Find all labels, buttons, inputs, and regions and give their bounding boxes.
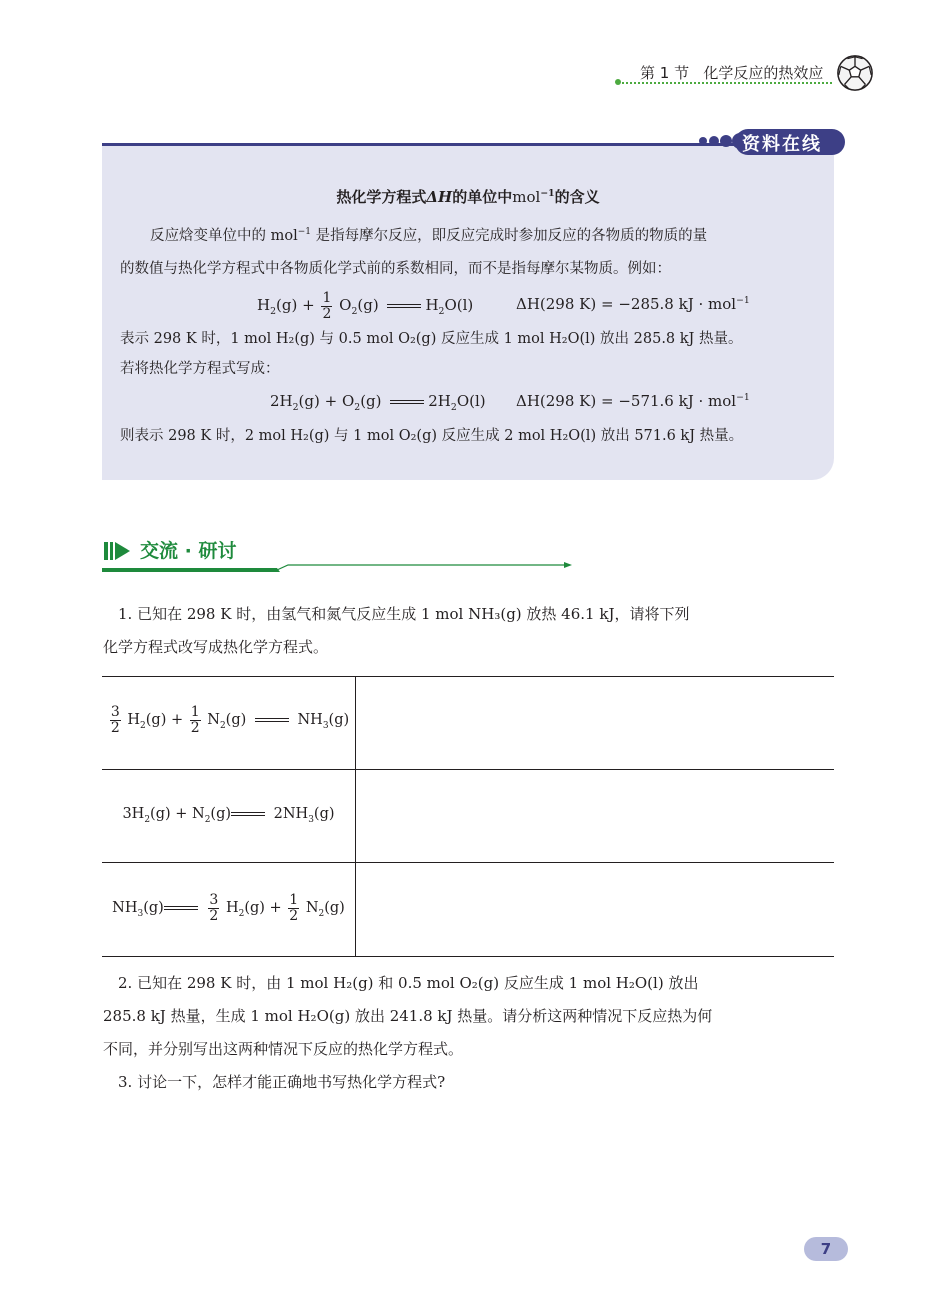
header-dotted-rule — [618, 82, 832, 84]
info-para1-line2: 的数值与热化学方程式中各物质化学式前的系数相同，而不是指每摩尔某物质。例如： — [120, 261, 671, 277]
table-row-3-answer[interactable] — [360, 876, 830, 936]
page-number: 7 — [804, 1237, 848, 1261]
equation-1-dh: ΔH(298 K) = −285.8 kJ · mol$^{-1}$ — [516, 295, 750, 313]
info-box-title — [102, 186, 834, 207]
eq1-dh: ΔH(298 K) = −285.8 kJ · mol — [516, 295, 737, 313]
question-1-line1: 1. 已知在 298 K 时，由氢气和氮气反应生成 1 mol NH₃(g) 放热 46.1 kJ，请将下列 — [118, 605, 690, 623]
table-row-1-answer[interactable] — [360, 690, 830, 750]
question-3-line1: 3. 讨论一下，怎样才能正确地书写热化学方程式? — [118, 1073, 446, 1091]
table-row-2-answer[interactable] — [360, 783, 830, 843]
table-row-3-equation: $NH_3(g)$ $\frac{3}{2}$ $H_2(g)$ + $\frac{1}{2}$ $N_2(g)$ — [112, 892, 345, 924]
fullerene-icon — [836, 54, 874, 92]
info-eq2-desc: 则表示 298 K 时，2 mol H₂(g) 与 1 mol O₂(g) 反应生成 2 mol H₂O(l) 放出 571.6 kJ 热量。 — [120, 428, 744, 444]
question-1-line2: 化学方程式改写成热化学方程式。 — [103, 638, 329, 656]
question-2-line3: 不同，并分别写出这两种情况下反应的热化学方程式。 — [103, 1040, 464, 1058]
table-rule-top — [102, 676, 834, 677]
title-unit: mol — [512, 188, 541, 206]
info-para1-line1 — [150, 220, 707, 253]
section-underline — [102, 562, 574, 574]
para1-b: 是指每摩尔反应，即反应完成时参加反应的各物质的物质的量 — [310, 228, 708, 244]
title-var: ΔH — [426, 188, 453, 206]
question-2-line1: 2. 已知在 298 K 时，由 1 mol H₂(g) 和 0.5 mol O₂(g) 反应生成 1 mol H₂O(l) 放出 — [118, 974, 699, 992]
equation-2: $2H_2(g) + O_2(g)$ $2H_2O(l)$ — [270, 392, 486, 413]
running-header — [640, 62, 823, 83]
header-dot — [615, 79, 621, 85]
table-row-1-equation: $\frac{3}{2}$ $H_2(g)$ + $\frac{1}{2}$ $N_2(g)$ $NH_3(g)$ — [110, 704, 350, 736]
question-2-line2: 285.8 kJ 热量，生成 1 mol H₂O(g) 放出 241.8 kJ 热量。请分析这两种情况下反应热为何 — [103, 1007, 713, 1025]
header-title: 化学反应的热效应 — [703, 64, 824, 82]
title-suffix: 的含义 — [554, 188, 600, 206]
table-divider — [355, 676, 356, 956]
info-tag-label: 资料在线 — [742, 134, 822, 155]
title-prefix: 热化学方程式 — [336, 188, 427, 206]
table-row-2-equation: $3H_2(g) + N_2(g)$ $2NH_3(g)$ — [122, 806, 335, 825]
section-title: 交流 · 研讨 — [140, 540, 237, 562]
eq2-dh: ΔH(298 K) = −571.6 kJ · mol — [516, 392, 737, 410]
play-arrow-icon — [102, 540, 132, 562]
para1-exp: −1 — [297, 227, 311, 238]
equation-1: $H_2(g)$ + $\frac{1}{2}$ $O_2(g)$ $H_2O(l)$ — [257, 290, 474, 322]
table-rule-bottom — [102, 956, 834, 957]
title-mid: 的单位中 — [452, 188, 513, 206]
para1-a: 反应焓变单位中的 mol — [150, 228, 298, 244]
table-rule-2 — [102, 862, 834, 863]
info-eq1-desc: 表示 298 K 时，1 mol H₂(g) 与 0.5 mol O₂(g) 反应生成 1 mol H₂O(l) 放出 285.8 kJ 热量。 — [120, 331, 743, 347]
equation-2-dh: ΔH(298 K) = −571.6 kJ · mol$^{-1}$ — [516, 392, 750, 410]
table-rule-1 — [102, 769, 834, 770]
info-line-if: 若将热化学方程式写成： — [120, 361, 280, 377]
title-exp: −1 — [540, 188, 555, 199]
header-section: 第 1 节 — [640, 64, 690, 82]
